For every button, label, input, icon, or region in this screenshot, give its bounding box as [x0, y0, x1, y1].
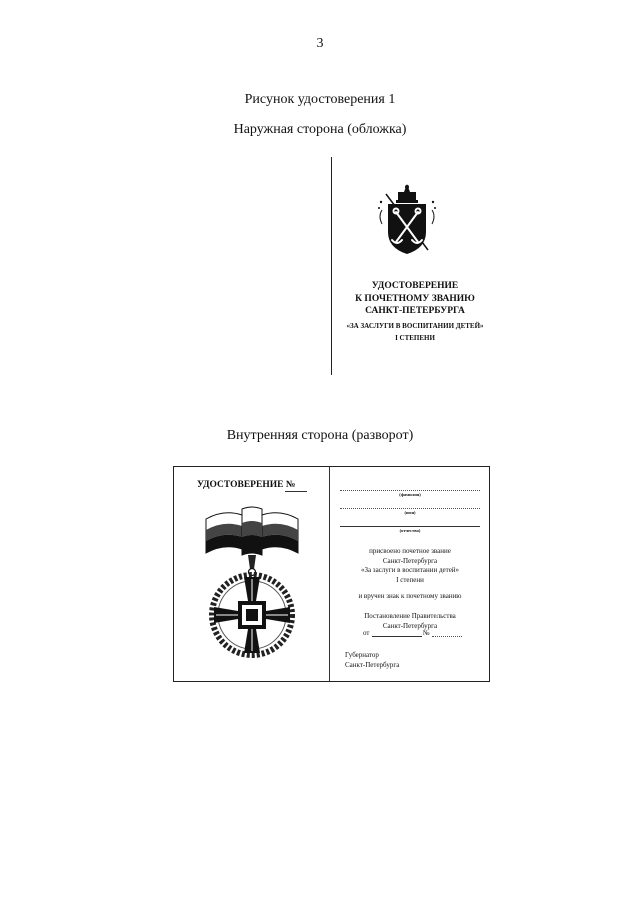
awarded-line: «За заслуги в воспитании детей»: [360, 566, 460, 574]
spread-fold-line: [329, 467, 330, 681]
cover-subtitle-line: «ЗА ЗАСЛУГИ В ВОСПИТАНИИ ДЕТЕЙ»: [346, 322, 484, 330]
patronymic-caption: (отчество): [399, 528, 421, 533]
certificate-number-label: УДОСТОВЕРЕНИЕ №: [197, 480, 296, 490]
awarded-text: [335, 547, 485, 585]
decree-date-line: [372, 636, 422, 637]
surname-line: [340, 490, 480, 491]
honorary-badge-icon: [198, 505, 306, 660]
cover-title-line: САНКТ-ПЕТЕРБУРГА: [365, 306, 465, 316]
cover-subtitle-line: I СТЕПЕНИ: [395, 334, 435, 342]
awarded-line: Санкт-Петербурга: [382, 556, 438, 565]
certificate-number-blank: [285, 491, 307, 492]
governor-signature: [345, 651, 399, 670]
surname-caption: (фамилия): [399, 492, 421, 497]
governor-line: Санкт-Петербурга: [345, 660, 400, 669]
governor-line: Губернатор: [345, 651, 379, 659]
name-line: [340, 508, 480, 509]
name-caption: (имя): [404, 510, 416, 515]
coat-of-arms-icon: [376, 184, 438, 258]
inner-side-title: Внутренняя сторона (разворот): [226, 428, 414, 443]
decree-date-prefix: от: [363, 629, 370, 637]
awarded-line: I степени: [396, 575, 424, 584]
page-number: 3: [316, 36, 324, 51]
cover-title-line: К ПОЧЕТНОМУ ЗВАНИЮ: [355, 293, 475, 304]
badge-line: и вручен знак к почетному званию: [358, 592, 462, 600]
cover-title-line: УДОСТОВЕРЕНИЕ: [371, 281, 459, 291]
awarded-line: присвоено почетное звание: [369, 547, 451, 555]
outer-side-title: Наружная сторона (обложка): [233, 122, 407, 137]
decree-text: [335, 612, 485, 631]
cover-subtitle: [335, 320, 495, 344]
figure-heading: Рисунок удостоверения 1: [244, 92, 396, 107]
decree-line: Санкт-Петербурга: [382, 621, 438, 630]
patronymic-line: [340, 526, 480, 527]
decree-line: Постановление Правительства: [364, 612, 456, 620]
decree-number-line: [432, 636, 462, 637]
cover-fold-line: [331, 157, 332, 375]
cover-title: [335, 280, 495, 318]
decree-number-prefix: №: [423, 629, 430, 637]
